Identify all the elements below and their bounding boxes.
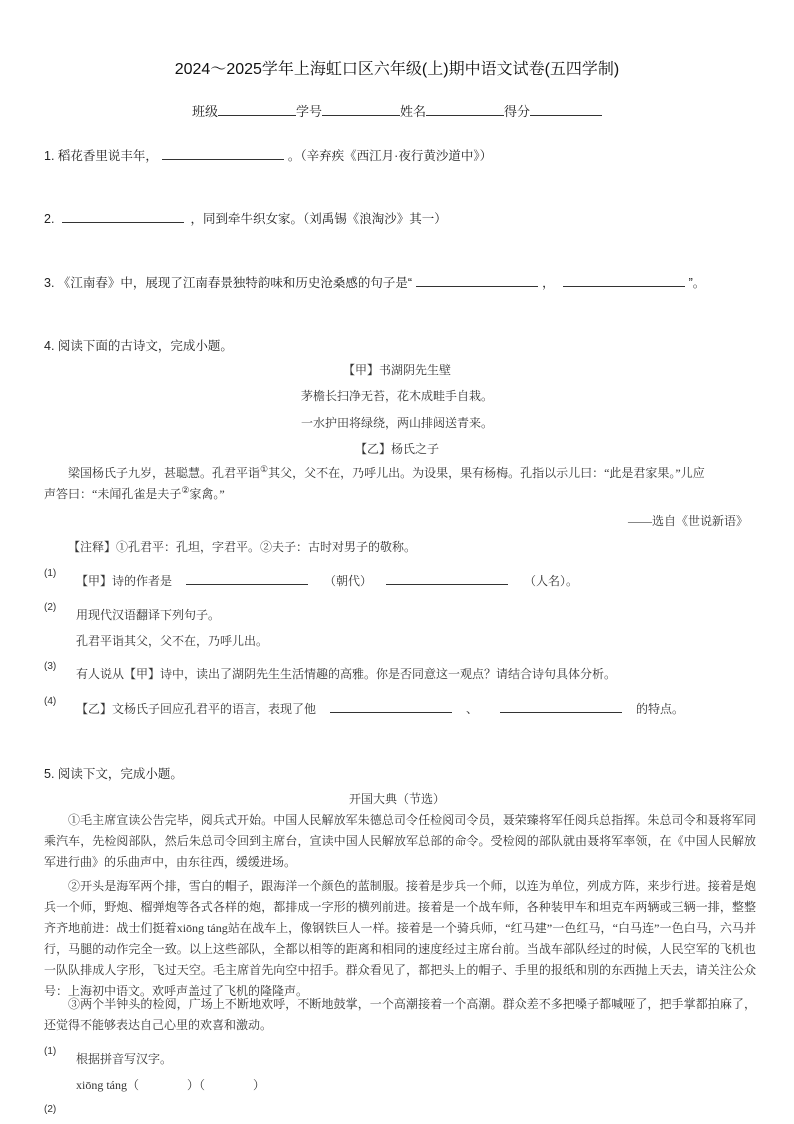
- q5-sub2-number: (2): [44, 1104, 57, 1115]
- q2-prefix: 2.: [44, 212, 55, 226]
- q5-heading: 5. 阅读下文，完成小题。: [44, 767, 183, 781]
- q4-sub4-blank-2[interactable]: [500, 700, 622, 713]
- q4-yi-paragraph-line-1: [68, 464, 705, 481]
- footnote-marker-2: ②: [181, 485, 190, 495]
- student-info-line: [0, 101, 794, 120]
- question-2: [44, 209, 447, 227]
- q4-sub1-text: 【甲】诗的作者是: [76, 574, 173, 588]
- yi-text-1a: 梁国杨氏子九岁，甚聪慧。孔君平诣: [68, 466, 261, 480]
- q4-sub4-suffix: 的特点。: [636, 702, 685, 716]
- q4-sub2-sentence: 孔君平诣其父，父不在，乃呼儿出。: [76, 634, 269, 648]
- q4-sub3-number: (3): [44, 661, 57, 672]
- q4-sub4: [76, 700, 684, 717]
- q1-prefix: 1. 稻花香里说丰年，: [44, 149, 158, 163]
- q4-heading: 4. 阅读下面的古诗文，完成小题。: [44, 339, 233, 353]
- q4-jia-line-1: 茅檐长扫净无苔，花木成畦手自栽。: [300, 389, 493, 403]
- q4-sub1-dynasty-label: （朝代）: [324, 574, 373, 588]
- q5-sub1-text: 根据拼音写汉字。: [76, 1052, 173, 1066]
- yi-text-1b: 其父，父不在，乃呼儿出。为设果，果有杨梅。孔指以示儿曰：“此是君家果。”儿应: [268, 466, 705, 480]
- q3-answer-blank-2[interactable]: [563, 274, 685, 287]
- score-blank[interactable]: [530, 103, 602, 116]
- yi-text-2b: 家禽。”: [189, 487, 225, 501]
- q1-suffix: 。（辛弃疾《西江月·夜行黄沙道中》）: [287, 149, 493, 163]
- q5-article-title: 开国大典（节选）: [348, 792, 445, 806]
- q1-answer-blank[interactable]: [162, 147, 284, 160]
- q4-sub1-dynasty-blank[interactable]: [186, 572, 308, 585]
- class-label: 班级: [191, 104, 218, 119]
- q4-yi-paragraph-line-2: [44, 485, 225, 502]
- q4-sub2-text: 用现代汉语翻译下列句子。: [76, 608, 221, 622]
- q4-sub4-blank-1[interactable]: [330, 700, 452, 713]
- class-blank[interactable]: [218, 103, 296, 116]
- q4-jia-title: 【甲】书湖阴先生壁: [342, 363, 451, 377]
- question-3: [44, 273, 705, 291]
- q4-yi-title: 【乙】杨氏之子: [354, 442, 439, 456]
- q4-sub1-author-label: （人名）。: [524, 574, 579, 588]
- q5-paragraph-3: ③两个半钟头的检阅，广场上不断地欢呼，不断地鼓掌，一个高潮接着一个高潮。群众差不多把嗓子都喊哑了，把手掌都拍麻了，还觉得不能够表达自己心里的欢喜和激动。: [44, 997, 756, 1032]
- q4-sub2-number: (2): [44, 602, 57, 613]
- score-label: 得分: [504, 104, 531, 119]
- q5-paragraph-2: ②开头是海军两个排，雪白的帽子，跟海洋一个颜色的蓝制服。接着是步兵一个师，以连为单位，列成方阵，来步行进。接着是炮兵一个师，野炮、榴弹炮等各式各样的炮，都排成一字形的横列前进。接着是一个战车师，各种装甲车和坦克车两辆或三辆一排，整整齐齐地前进：战士们挺着xiōng táng站在战车上，像钢铁巨人一样。接着是一个骑兵师，“红马建”一色红马，“白马连”一色白马，六马并行，马腿的动作完全一致。以上这些部队，全都以相等的距离和相同的速度经过主席台前。当战车部队经过的时候，人民空军的飞机也一队队排成人字形，飞过天空。毛主席首先向空中招手。群众看见了，都把头上的帽子、手里的报纸和別的东西抛上天去，请关注公众号：上海初中语文。欢呼声盖过了飞机的隆隆声。: [44, 879, 756, 998]
- q4-source: ——选自《世说新语》: [627, 514, 748, 528]
- q5-paragraph-1: ①毛主席宣读公告完毕，阅兵式开始。中国人民解放军朱德总司令任检阅司令员，聂荣臻将军任阅兵总指挥。朱总司令和聂将军同乘汽车，先检阅部队，然后朱总司令回到主席台，宣读中国人民解放军总部的命令。受检阅的部队就由聂将军率领，在《中国人民解放军进行曲》的乐曲声中，由东往西，缓缓进场。: [44, 813, 756, 869]
- q4-jia-line-2: 一水护田将绿绕，两山排闼送青来。: [300, 416, 493, 430]
- q2-answer-blank[interactable]: [62, 210, 184, 223]
- q3-prefix: 3. 《江南春》中，展现了江南春景独特韵味和历史沧桑感的句子是“: [44, 276, 413, 290]
- q3-separator: ，: [542, 276, 555, 290]
- q2-suffix: ，同到牵牛织女家。（刘禹锡《浪淘沙》其一）: [190, 212, 447, 226]
- name-blank[interactable]: [426, 103, 504, 116]
- footnote-marker-1: ①: [260, 464, 269, 474]
- q4-sub1-number: (1): [44, 568, 57, 579]
- name-label: 姓名: [400, 104, 427, 119]
- exam-title: 2024～2025学年上海虹口区六年级(上)期中语文试卷(五四学制): [174, 61, 620, 78]
- yi-text-2a: 声答曰：“未闻孔雀是夫子: [44, 487, 182, 501]
- q4-notes: 【注释】①孔君平：孔坦，字君平。②夫子：古时对男子的敬称。: [68, 540, 417, 554]
- q4-sub1-author-blank[interactable]: [386, 572, 508, 585]
- q4-sub3-text: 有人说从【甲】诗中，读出了湖阴先生生活情趣的高雅。你是否同意这一观点？请结合诗句具体分析。: [76, 667, 617, 681]
- question-1: [44, 146, 492, 164]
- q4-sub1: [76, 572, 578, 589]
- q5-sub1-pinyin[interactable]: xiōng táng（ ）（ ）: [76, 1078, 265, 1092]
- id-label: 学号: [295, 104, 322, 119]
- q3-answer-blank-1[interactable]: [416, 274, 538, 287]
- q5-sub1-number: (1): [44, 1046, 57, 1057]
- id-blank[interactable]: [322, 103, 400, 116]
- q4-sub4-text: 【乙】文杨氏子回应孔君平的语言，表现了他: [76, 702, 317, 716]
- q4-sub4-number: (4): [44, 696, 57, 707]
- q4-sub4-separator: 、: [466, 702, 479, 716]
- q3-suffix: ”。: [688, 276, 706, 290]
